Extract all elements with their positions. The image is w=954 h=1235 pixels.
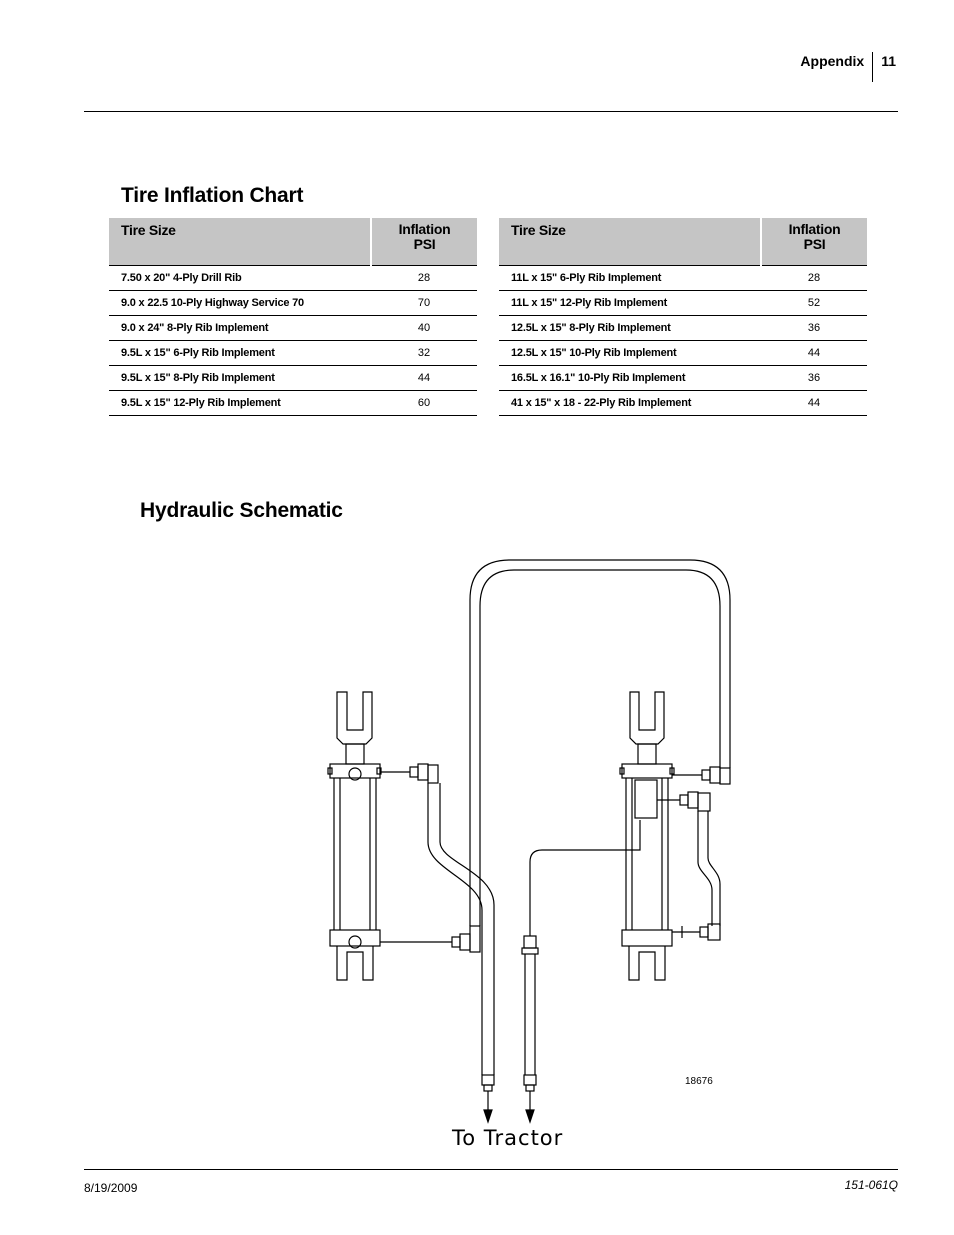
tire-chart-title: Tire Inflation Chart <box>121 184 304 207</box>
tire-size-cell: 11L x 15" 12-Ply Rib Implement <box>499 291 761 316</box>
psi-cell: 52 <box>761 291 867 316</box>
footer-doc-number: 151-061Q <box>844 1178 898 1192</box>
tire-size-cell: 11L x 15" 6-Ply Rib Implement <box>499 266 761 291</box>
psi-cell: 40 <box>371 316 477 341</box>
tractor-coupler-right <box>524 1075 536 1122</box>
footer-rule <box>84 1169 898 1170</box>
right-cylinder-valve-port <box>657 792 710 811</box>
psi-header-line1: Inflation <box>788 221 841 237</box>
figure-number: 18676 <box>685 1076 713 1087</box>
page-number: 11 <box>881 53 896 69</box>
section-name: Appendix <box>800 53 865 69</box>
column-header-tire-size: Tire Size <box>499 218 761 266</box>
left-cylinder-base-port <box>380 926 480 952</box>
crossover-hose <box>470 560 730 926</box>
right-tractor-hose <box>522 820 640 1075</box>
tire-size-cell: 16.5L x 16.1" 10-Ply Rib Implement <box>499 366 761 391</box>
psi-cell: 36 <box>761 366 867 391</box>
tire-size-cell: 7.50 x 20" 4-Ply Drill Rib <box>109 266 371 291</box>
psi-cell: 70 <box>371 291 477 316</box>
psi-header-line2: PSI <box>413 236 436 252</box>
hydraulic-schematic-title: Hydraulic Schematic <box>140 499 343 522</box>
left-cylinder-rod-port <box>380 764 438 783</box>
right-cylinder-base-port <box>672 924 720 940</box>
psi-cell: 32 <box>371 341 477 366</box>
psi-cell: 60 <box>371 391 477 416</box>
tire-size-cell: 9.5L x 15" 8-Ply Rib Implement <box>109 366 371 391</box>
psi-cell: 28 <box>761 266 867 291</box>
right-hydraulic-cylinder <box>620 692 674 980</box>
tire-size-cell: 12.5L x 15" 8-Ply Rib Implement <box>499 316 761 341</box>
right-cylinder-jumper-hose <box>698 811 720 926</box>
psi-cell: 36 <box>761 316 867 341</box>
psi-cell: 44 <box>761 341 867 366</box>
tractor-coupler-left <box>482 1075 494 1122</box>
psi-cell: 28 <box>371 266 477 291</box>
psi-cell: 44 <box>761 391 867 416</box>
psi-cell: 44 <box>371 366 477 391</box>
left-hydraulic-cylinder <box>328 692 381 980</box>
left-rod-hose <box>428 783 494 1075</box>
tire-size-cell: 9.0 x 22.5 10-Ply Highway Service 70 <box>109 291 371 316</box>
footer-date: 8/19/2009 <box>84 1181 138 1195</box>
tire-size-cell: 9.5L x 15" 6-Ply Rib Implement <box>109 341 371 366</box>
tire-size-cell: 41 x 15" x 18 - 22-Ply Rib Implement <box>499 391 761 416</box>
tire-size-cell: 9.0 x 24" 8-Ply Rib Implement <box>109 316 371 341</box>
column-header-tire-size: Tire Size <box>109 218 371 266</box>
psi-header-line2: PSI <box>803 236 826 252</box>
tire-size-cell: 9.5L x 15" 12-Ply Rib Implement <box>109 391 371 416</box>
right-cylinder-rod-port <box>672 767 730 784</box>
psi-header-line1: Inflation <box>398 221 451 237</box>
tire-size-cell: 12.5L x 15" 10-Ply Rib Implement <box>499 341 761 366</box>
to-tractor-caption: To Tractor <box>452 1126 564 1150</box>
